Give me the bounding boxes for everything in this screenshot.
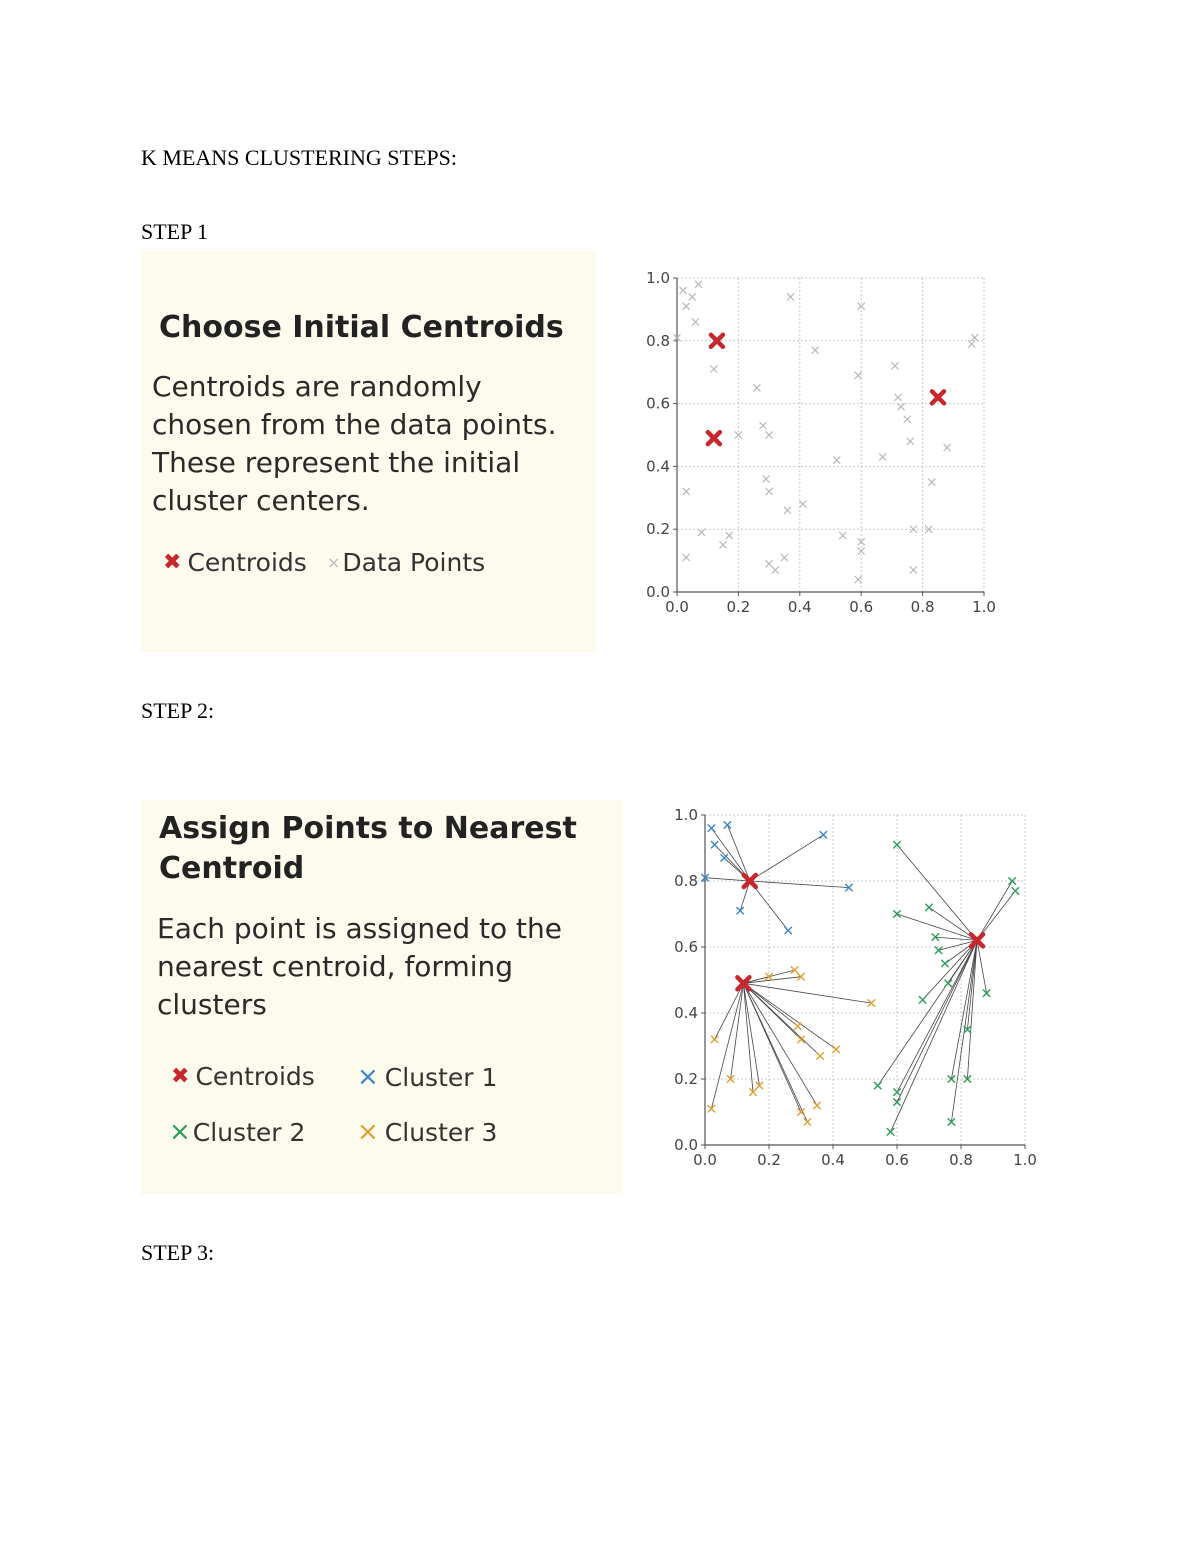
plot1-y-tick-label: 0.4 (646, 457, 670, 476)
assignment-line (743, 983, 871, 1003)
cluster2-point (942, 960, 949, 967)
data-point (840, 532, 846, 538)
data-point (680, 287, 686, 293)
centroid-marker (708, 432, 720, 444)
step2-description (157, 910, 562, 1024)
data-point (944, 444, 950, 450)
data-point (698, 529, 704, 535)
plot1-x-tick-label: 1.0 (972, 598, 996, 616)
plot2-x-tick-label: 0.4 (821, 1151, 845, 1169)
step1-label: STEP 1 (141, 219, 209, 244)
step2-title-line: Centroid (159, 851, 305, 886)
plot1-y-tick-label: 0.8 (646, 331, 670, 350)
assignment-line (743, 983, 820, 1056)
step2-legend-centroids (171, 1062, 315, 1091)
plot2-y-tick-label: 0.0 (674, 1136, 698, 1154)
cluster1-point (820, 832, 827, 839)
plot1-y-tick-label: 0.6 (646, 394, 670, 413)
data-point (929, 479, 935, 485)
step1-desc-line: cluster centers. (152, 484, 370, 517)
step1-description (152, 368, 557, 520)
data-point (879, 454, 885, 460)
data-point (892, 363, 898, 369)
plot1-x-tick-label: 0.0 (665, 598, 689, 616)
cluster1-point (724, 822, 731, 829)
cluster1-point (708, 825, 715, 832)
step2-text-panel (141, 800, 623, 1195)
assignment-line (715, 983, 744, 1039)
step1-scatter-plot (616, 250, 1058, 652)
step2-legend-cluster2 (169, 1117, 305, 1147)
cluster2-point (1012, 888, 1019, 895)
assignment-line (891, 940, 977, 1131)
plot1-y-tick-label: 1.0 (646, 269, 670, 287)
data-point-marker-icon: × (327, 553, 341, 572)
step2-plot-panel (643, 800, 1063, 1195)
plot1-y-tick-label: 0.0 (646, 583, 670, 601)
plot1-x-tick-label: 0.4 (787, 598, 812, 616)
cluster2-marker-icon: × (169, 1117, 191, 1147)
data-point (895, 394, 901, 400)
data-point (907, 438, 913, 444)
assignment-line (897, 845, 977, 941)
cluster2-point (926, 904, 933, 911)
assignment-line (743, 983, 807, 1122)
cluster3-point (791, 967, 798, 974)
data-point (760, 422, 766, 428)
data-point (720, 542, 726, 548)
plot2-x-tick-label: 0.2 (757, 1151, 781, 1169)
assignment-line (951, 940, 977, 1122)
data-point (766, 561, 772, 567)
data-point (689, 294, 695, 300)
data-point (969, 341, 975, 347)
cluster1-point (711, 841, 718, 848)
data-point (695, 281, 701, 287)
assignment-line (727, 825, 749, 881)
data-point (858, 548, 864, 554)
legend-label: Cluster 1 (384, 1062, 498, 1092)
plot1-y-tick-label: 0.2 (646, 520, 670, 539)
data-point (812, 347, 818, 353)
legend-label: Cluster 3 (384, 1117, 498, 1147)
legend-label: Centroids (187, 548, 307, 577)
cluster3-point (795, 1023, 802, 1030)
cluster2-point (945, 980, 952, 987)
cluster3-marker-icon: × (357, 1117, 379, 1147)
step3-label: STEP 3: (141, 1240, 215, 1265)
cluster1-point (785, 927, 792, 934)
data-point (683, 554, 689, 560)
cluster2-point (919, 997, 926, 1004)
legend-label: Centroids (195, 1062, 315, 1091)
plot2-y-tick-label: 0.6 (674, 938, 698, 956)
cluster2-point (887, 1129, 894, 1136)
data-point (781, 554, 787, 560)
assignment-line (967, 940, 977, 1079)
cluster2-point (983, 990, 990, 997)
assignment-line (705, 878, 750, 881)
plot2-x-tick-label: 0.6 (885, 1151, 909, 1169)
data-point (855, 576, 861, 582)
data-point (858, 303, 864, 309)
data-point (772, 567, 778, 573)
step2-desc-line: Each point is assigned to the (157, 912, 562, 945)
centroid-marker-icon: ✖ (171, 1064, 190, 1089)
cluster2-point (875, 1082, 882, 1089)
step1-plot-panel (616, 250, 1058, 652)
plot1-x-tick-label: 0.8 (910, 598, 935, 616)
cluster3-point (833, 1046, 840, 1053)
step1-legend-centroids (163, 548, 307, 577)
legend-label: Data Points (342, 548, 486, 577)
plot1-x-tick-label: 0.6 (849, 598, 874, 616)
cluster3-point (708, 1105, 715, 1112)
data-point (683, 488, 689, 494)
data-point (904, 416, 910, 422)
assignment-line (743, 983, 836, 1049)
data-point (910, 567, 916, 573)
data-point (898, 404, 904, 410)
assignment-line (923, 940, 977, 999)
step2-label: STEP 2: (141, 698, 215, 723)
centroid-marker-icon: ✖ (163, 550, 182, 575)
step2-title-line: Assign Points to Nearest (159, 811, 577, 846)
step2-desc-line: nearest centroid, forming (157, 950, 514, 983)
cluster3-point (711, 1036, 718, 1043)
step1-text-panel (141, 250, 596, 652)
data-point (766, 432, 772, 438)
legend-label: Cluster 2 (192, 1117, 306, 1147)
data-point (735, 432, 741, 438)
data-point (787, 294, 793, 300)
step2-legend-cluster3 (357, 1117, 497, 1147)
document-heading: K MEANS CLUSTERING STEPS: (141, 145, 457, 170)
assignment-line (897, 940, 977, 1092)
step2-scatter-plot (643, 800, 1063, 1195)
step1-desc-line: chosen from the data points. (152, 408, 557, 441)
data-point (726, 532, 732, 538)
data-point (855, 372, 861, 378)
assignment-line (977, 940, 987, 993)
cluster3-point (817, 1053, 824, 1060)
data-point (972, 334, 978, 340)
plot2-x-tick-label: 0.8 (949, 1151, 973, 1169)
centroid-marker (932, 391, 944, 403)
plot2-y-tick-label: 0.4 (674, 1004, 698, 1022)
assignment-line (743, 983, 817, 1105)
cluster3-point (814, 1102, 821, 1109)
data-point (833, 457, 839, 463)
data-point (910, 526, 916, 532)
data-point (784, 507, 790, 513)
data-point (800, 501, 806, 507)
cluster1-point (737, 907, 744, 914)
assignment-line (711, 983, 743, 1108)
plot2-y-tick-label: 1.0 (674, 806, 698, 824)
step2-desc-line: clusters (157, 988, 267, 1021)
data-point (766, 488, 772, 494)
plot2-x-tick-label: 1.0 (1013, 1151, 1037, 1169)
data-point (711, 366, 717, 372)
cluster1-point (721, 855, 728, 862)
assignment-line (897, 940, 977, 1102)
cluster2-point (935, 947, 942, 954)
plot2-y-tick-label: 0.2 (674, 1070, 698, 1088)
step1-desc-line: These represent the initial (152, 446, 521, 479)
cluster2-point (894, 1089, 901, 1096)
assignment-line (977, 881, 1012, 940)
cluster3-point (798, 1109, 805, 1116)
step1-desc-line: Centroids are randomly (152, 370, 482, 403)
data-point (692, 319, 698, 325)
plot2-x-tick-label: 0.0 (693, 1151, 717, 1169)
assignment-line (750, 881, 849, 888)
step2-legend-cluster1 (357, 1062, 497, 1092)
data-point (754, 385, 760, 391)
cluster1-marker-icon: × (357, 1062, 379, 1092)
step2-title (159, 809, 577, 889)
data-point (763, 476, 769, 482)
step1-legend-data-points (327, 548, 485, 577)
step1-title: Choose Initial Centroids (159, 310, 564, 345)
assignment-line (951, 940, 977, 1079)
plot1-x-tick-label: 0.2 (726, 598, 751, 616)
data-point (683, 303, 689, 309)
plot2-y-tick-label: 0.8 (674, 872, 698, 890)
assignment-line (750, 835, 824, 881)
assignment-line (731, 983, 744, 1079)
cluster3-point (804, 1119, 811, 1126)
